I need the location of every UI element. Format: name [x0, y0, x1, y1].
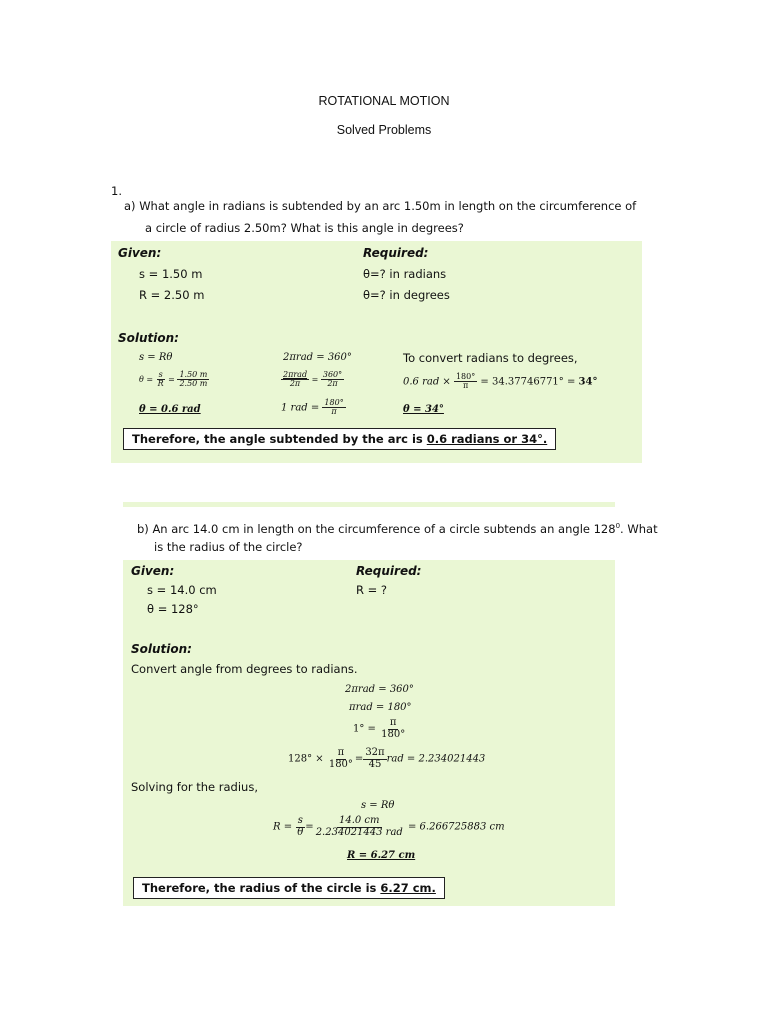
question-b-line2: is the radius of the circle? — [154, 540, 303, 554]
result-radius: R = 6.27 cm — [347, 850, 416, 861]
equation: $\frac{\text{2πrad}}{2\pi}$ = $\frac{360^\circ}{2\pi}$ — [283, 370, 343, 389]
given-item: s = 14.0 cm — [147, 583, 217, 597]
required-label: Required: — [363, 246, 429, 260]
equation: s = Rθ — [361, 800, 395, 811]
solution-label: Solution: — [131, 642, 192, 656]
equation: 2πrad = 360° — [283, 352, 352, 363]
divider — [123, 502, 615, 507]
equation: πrad = 180° — [349, 702, 412, 713]
equation: 1 rad = $\frac{180^\circ}{\pi}$ — [281, 398, 344, 417]
conversion-intro: To convert radians to degrees, — [403, 351, 578, 365]
step-text: Solving for the radius, — [131, 780, 258, 794]
equation: 0.6 rad × $\frac{180^\circ}{\pi}$ = 34.37746771° = 34° — [403, 372, 598, 391]
given-item: s = 1.50 m — [139, 267, 203, 281]
required-item: R = ? — [356, 583, 388, 597]
step-text: Convert angle from degrees to radians. — [131, 662, 358, 676]
equation: 2πrad = 360° — [345, 684, 414, 695]
problem-number: 1. — [111, 184, 122, 198]
answer-box-a: Therefore, the angle subtended by the arc is 0.6 radians or 34°. — [123, 428, 556, 450]
question-a-line2: a circle of radius 2.50m? What is this angle in degrees? — [145, 221, 464, 235]
question-b-line1: b) An arc 14.0 cm in length on the circumference of a circle subtends an angle $128^0$. What — [137, 521, 658, 536]
result-theta: θ = 0.6 rad — [139, 404, 201, 415]
equation: R = $\frac{s}{\theta}$ = $\frac{14.0 cm}{\text{2.234021443 rad}}$ = 6.266725883 cm — [273, 815, 505, 838]
equation: 1° = $\frac{\pi}{180^\circ}$ — [353, 717, 406, 740]
result-degrees: θ = 34° — [403, 404, 444, 415]
required-item: θ=? in degrees — [363, 288, 450, 302]
given-label: Given: — [131, 564, 175, 578]
equation: s = Rθ — [139, 352, 173, 363]
required-item: θ=? in radians — [363, 267, 447, 281]
document-subtitle: Solved Problems — [336, 123, 432, 137]
question-a-line1: a) What angle in radians is subtended by an arc 1.50m in length on the circumference of — [124, 199, 637, 213]
given-label: Given: — [118, 246, 162, 260]
given-item: R = 2.50 m — [139, 288, 205, 302]
document-title: ROTATIONAL MOTION — [318, 94, 450, 108]
solution-label: Solution: — [118, 331, 179, 345]
equation: θ = $\frac{s}{R}$ = $\frac{1.50 m}{2.50 m}$ — [139, 370, 208, 389]
equation: 128° × $\frac{\pi}{180^\circ}$ = $\frac{32\pi}{45}$ rad = 2.234021443 — [288, 747, 486, 770]
given-item: θ = 128° — [147, 602, 199, 616]
answer-box-b: Therefore, the radius of the circle is 6.27 cm. — [133, 877, 445, 899]
solution-box-b — [123, 560, 615, 906]
solution-box-a — [111, 241, 642, 463]
required-label: Required: — [356, 564, 422, 578]
